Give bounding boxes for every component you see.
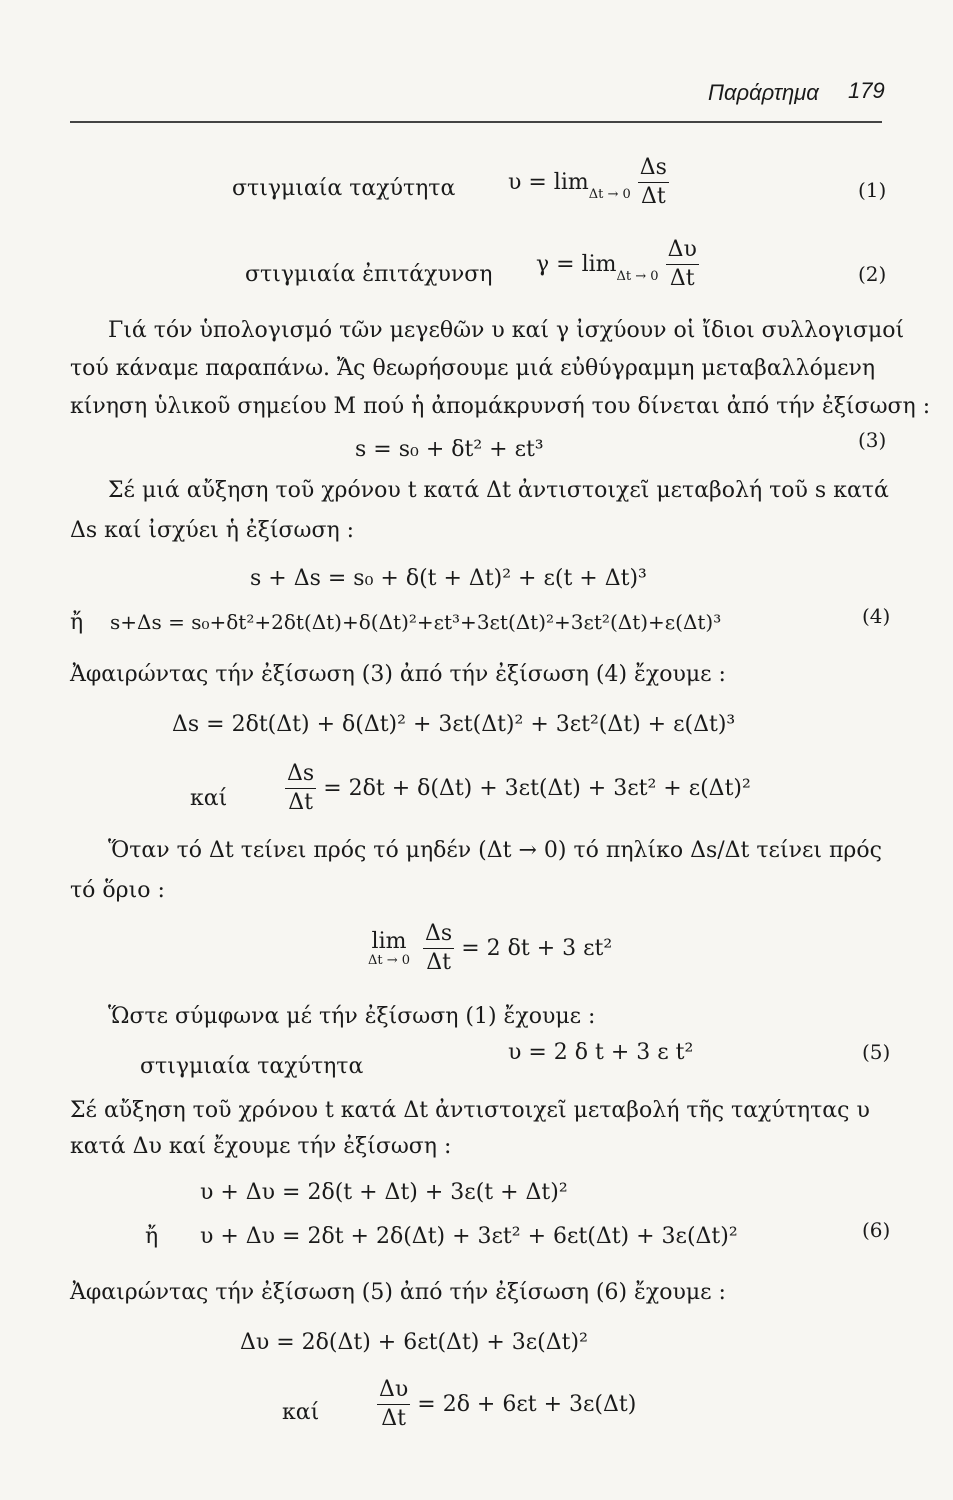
eq2-lhs: γ = lim: [536, 252, 617, 277]
eq2-den: Δt: [669, 266, 695, 291]
eq7-num: Δs: [423, 920, 454, 949]
eq11-rhs: = 2δ + 6εt + 3ε(Δt): [417, 1392, 637, 1417]
eq9a-formula: υ + Δυ = 2δ(t + Δt) + 3ε(t + Δt)²: [200, 1180, 568, 1205]
eq6-prefix: καί: [190, 786, 228, 811]
eq4b-prefix: ἤ: [70, 610, 84, 635]
para2-line: Δs καί ἰσχύει ἡ ἐξίσωση :: [70, 518, 355, 543]
eq6-num: Δs: [285, 760, 316, 789]
eq1-label: στιγμιαία ταχύτητα: [232, 176, 456, 201]
eq1-lim-sub: Δt → 0: [588, 186, 631, 202]
eq1-den: Δt: [641, 184, 666, 209]
eq8-label: στιγμιαία ταχύτητα: [140, 1054, 364, 1079]
para4-line: Ὅταν τό Δt τείνει πρός τό μηδέν (Δt → 0) τό πηλίκο Δs/Δt τείνει πρός: [108, 838, 882, 863]
para7-text: Ἀφαιρώντας τήν ἐξίσωση (5) ἀπό τήν ἐξίσωση (6) ἔχουμε :: [70, 1280, 726, 1305]
eq7-lim-sub: Δt → 0: [368, 952, 411, 968]
eq1-lhs: υ = lim: [508, 170, 589, 195]
eq2-fraction: [666, 236, 699, 293]
running-header-title: Παράρτημα: [708, 80, 819, 105]
eq9b-formula: υ + Δυ = 2δt + 2δ(Δt) + 3εt² + 6εt(Δt) + 3ε(Δt)²: [200, 1224, 738, 1249]
eq2-formula: [536, 236, 699, 293]
eq6-formula: [285, 760, 751, 817]
para2-line: Σέ μιά αὔξηση τοῦ χρόνου t κατά Δt ἀντιστοιχεῖ μεταβολή τοῦ s κατά: [108, 478, 889, 503]
eq10-formula: Δυ = 2δ(Δt) + 6εt(Δt) + 3ε(Δt)²: [240, 1330, 588, 1355]
para3-text: Ἀφαιρώντας τήν ἐξίσωση (3) ἀπό τήν ἐξίσωση (4) ἔχουμε :: [70, 662, 726, 687]
eq2-number: (2): [858, 262, 887, 286]
para1-line: τού κάναμε παραπάνω. Ἄς θεωρήσουμε μιά εὐθύγραμμη μεταβαλλόμενη: [70, 356, 876, 381]
para5-text: Ὥστε σύμφωνα μέ τήν ἐξίσωση (1) ἔχουμε :: [108, 1004, 596, 1029]
para1-line: κίνηση ὑλικοῦ σημείου Μ πού ἡ ἀπομάκρυνσή του δίνεται ἀπό τήν ἐξίσωση :: [70, 394, 931, 419]
eq7-den: Δt: [426, 950, 451, 975]
eq4b-formula: s+Δs = s₀+δt²+2δt(Δt)+δ(Δt)²+εt³+3εt(Δt)²+3εt²(Δt)+ε(Δt)³: [110, 610, 722, 634]
eq7-formula: [362, 920, 612, 977]
eq2-num: Δυ: [666, 236, 699, 265]
eq1-fraction: [638, 154, 669, 211]
header-rule: [70, 121, 882, 123]
eq3-formula: s = s₀ + δt² + εt³: [355, 437, 544, 462]
para6-line: Σέ αὔξηση τοῦ χρόνου t κατά Δt ἀντιστοιχεῖ μεταβολή τῆς ταχύτητας υ: [70, 1098, 870, 1123]
eq6-den: Δt: [288, 790, 313, 815]
eq8-number: (5): [862, 1040, 891, 1064]
eq11-num: Δυ: [377, 1376, 410, 1405]
page-number: 179: [848, 78, 885, 103]
eq11-formula: [377, 1376, 636, 1433]
eq2-label: στιγμιαία ἐπιτάχυνση: [245, 262, 493, 287]
eq6-rhs: = 2δt + δ(Δt) + 3εt(Δt) + 3εt² + ε(Δt)²: [323, 776, 751, 801]
eq1-num: Δs: [638, 154, 669, 183]
eq1-number: (1): [858, 178, 887, 202]
eq11-fraction: [377, 1376, 410, 1433]
eq2-lim-sub: Δt → 0: [616, 268, 659, 284]
eq8-formula: υ = 2 δ t + 3 ε t²: [508, 1040, 694, 1065]
para4-line: τό ὅριο :: [70, 878, 165, 903]
eq4b-number: (4): [862, 604, 891, 628]
eq7-lim: lim Δt → 0: [368, 928, 411, 968]
eq9b-prefix: ἤ: [145, 1224, 159, 1249]
eq1-formula: [508, 154, 669, 211]
eq11-den: Δt: [381, 1406, 406, 1431]
eq11-prefix: καί: [282, 1400, 320, 1425]
eq7-rhs: = 2 δt + 3 εt²: [461, 936, 613, 961]
eq5-formula: Δs = 2δt(Δt) + δ(Δt)² + 3εt(Δt)² + 3εt²(Δt) + ε(Δt)³: [172, 712, 736, 737]
eq6-fraction: [285, 760, 316, 817]
eq4a-formula: s + Δs = s₀ + δ(t + Δt)² + ε(t + Δt)³: [250, 566, 647, 591]
eq3-number: (3): [858, 428, 887, 452]
para1-line: Γιά τόν ὑπολογισμό τῶν μεγεθῶν υ καί γ ἰσχύουν οἱ ἴδιοι συλλογισμοί: [108, 318, 905, 343]
eq9b-number: (6): [862, 1218, 891, 1242]
para6-line: κατά Δυ καί ἔχουμε τήν ἐξίσωση :: [70, 1134, 452, 1159]
eq7-fraction: [423, 920, 454, 977]
